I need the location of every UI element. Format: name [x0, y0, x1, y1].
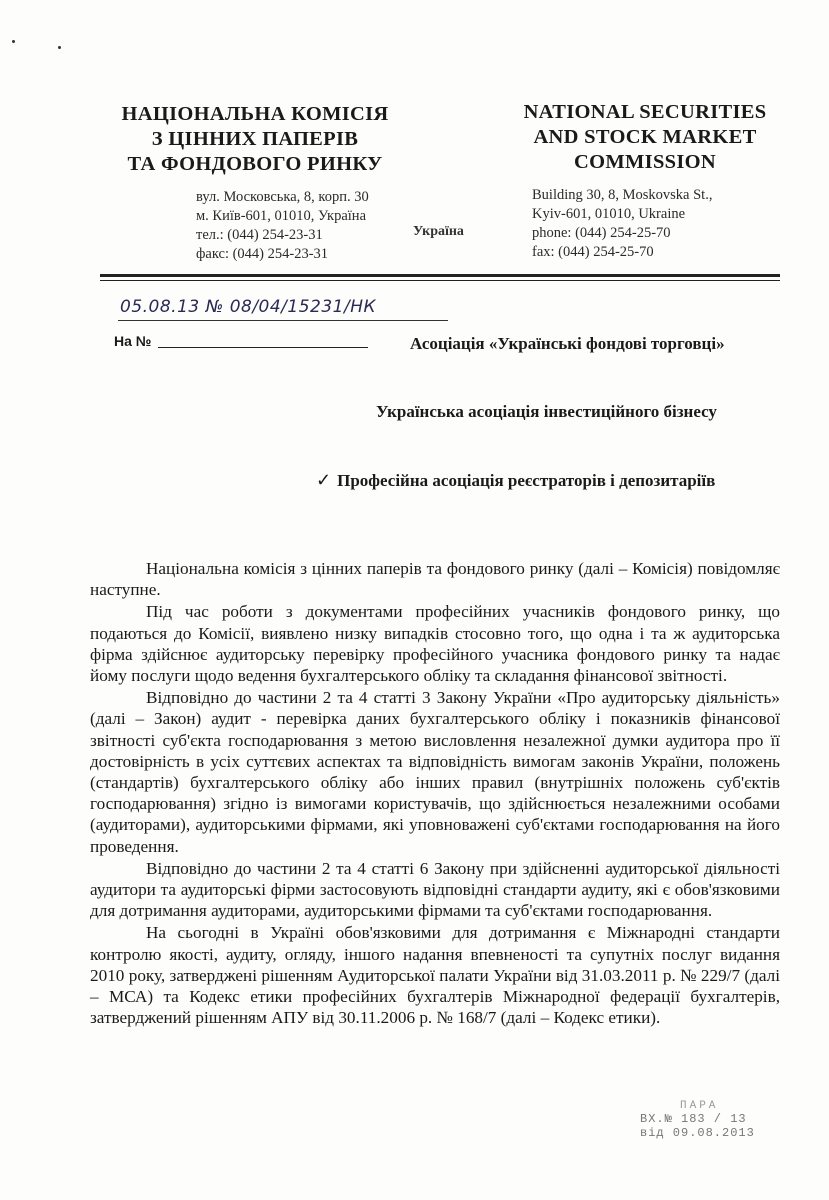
country-label: Україна	[413, 224, 464, 239]
address-uk-line: вул. Московська, 8, корп. 30	[196, 189, 369, 205]
addressee-2: Українська асоціація інвестиційного бізнесу	[376, 402, 717, 421]
header-divider-thin	[100, 280, 780, 281]
address-uk	[196, 188, 369, 264]
reference-underline	[118, 320, 448, 321]
incoming-reference-label: На №	[114, 333, 152, 349]
address-en	[532, 186, 712, 262]
org-name-uk	[100, 102, 410, 177]
org-name-uk-line: НАЦІОНАЛЬНА КОМІСІЯ	[121, 103, 389, 125]
incoming-reference-blank	[158, 347, 368, 348]
body-paragraph: Національна комісія з цінних паперів та фондового ринку (далі – Комісія) повідомляє наступне.	[90, 559, 780, 600]
scan-speck	[58, 46, 61, 49]
body-paragraph: Під час роботи з документами професійних учасників фондового ринку, що подаються до Комісії, виявлено низку випадків стосовно того, що одна і та ж аудиторська фірма здійснює аудиторську перевірку професійного учасника фондового ринку та надає йому послуги щодо ведення бухгалтерського обліку та складання фінансової звітності.	[90, 602, 780, 686]
stamp-line: від 09.08.2013	[640, 1126, 755, 1140]
address-en-line: Building 30, 8, Moskovska St.,	[532, 187, 713, 203]
stamp-top-text: ПАРА	[680, 1100, 719, 1112]
scan-speck	[12, 40, 15, 43]
body-paragraph: На сьогодні в Україні обов'язковими для дотримання є Міжнародні стандарти контролю якості, аудиту, огляду, іншого надання впевненості та супутніх послуг видання 2010 року, затверджені рішенням Аудиторської палати України від 31.03.2011 р. № 229/7 (далі – МСА) та Кодекс етики професійних бухгалтерів Міжнародної федерації бухгалтерів, затверджений рішенням АПУ від 30.11.2006 р. № 168/7 (далі – Кодекс етики).	[90, 923, 780, 1028]
stamp-line: ВХ.№ 183 / 13	[640, 1112, 747, 1126]
addressee-3-text: Професійна асоціація реєстраторів і депозитаріїв	[337, 471, 716, 490]
address-en-line: fax: (044) 254-25-70	[532, 244, 654, 260]
registration-stamp	[640, 1112, 755, 1140]
org-name-en-line: NATIONAL SECURITIES	[523, 101, 767, 123]
address-uk-line: факс: (044) 254-23-31	[196, 246, 329, 262]
org-name-en-line: AND STOCK MARKET	[533, 126, 757, 148]
letter-body	[90, 558, 780, 1029]
address-uk-line: м. Київ-601, 01010, Україна	[196, 208, 367, 224]
addressee-3	[316, 470, 715, 491]
org-name-en-line: COMMISSION	[574, 151, 716, 173]
org-name-uk-line: З ЦІННИХ ПАПЕРІВ	[151, 128, 359, 150]
header-divider-thick	[100, 274, 780, 277]
check-mark-icon: ✓	[316, 470, 332, 490]
address-en-line: phone: (044) 254-25-70	[532, 225, 671, 241]
addressee-1: Асоціація «Українські фондові торговці»	[410, 334, 725, 353]
org-name-uk-line: ТА ФОНДОВОГО РИНКУ	[127, 153, 383, 175]
address-en-line: Kyiv-601, 01010, Ukraine	[532, 206, 686, 222]
address-uk-line: тел.: (044) 254-23-31	[196, 227, 323, 243]
org-name-en	[505, 100, 785, 175]
body-paragraph: Відповідно до частини 2 та 4 статті 6 Закону при здійсненні аудиторської діяльності аудитори та аудиторські фірми застосовують відповідні стандарти аудиту, які є обов'язковими для дотримання аудиторами, аудиторськими фірмами та суб'єктами господарювання.	[90, 858, 780, 921]
body-paragraph: Відповідно до частини 2 та 4 статті 3 Закону України «Про аудиторську діяльність» (далі – Закон) аудит - перевірка даних бухгалтерського обліку і показників фінансової звітності суб'єкта господарювання з метою висловлення незалежної думки аудитора про її достовірність в усіх суттєвих аспектах та відповідність вимогам законів України, положень (стандартів) бухгалтерського обліку або інших правил (внутрішніх положень суб'єктів господарювання) згідно із вимогами користувачів, що здійснюється незалежними особами (аудиторами), аудиторськими фірмами, які уповноважені суб'єктами господарювання на його проведення.	[90, 688, 780, 856]
outgoing-reference-handwritten: 05.08.13 № 08/04/15231/НК	[120, 297, 377, 317]
